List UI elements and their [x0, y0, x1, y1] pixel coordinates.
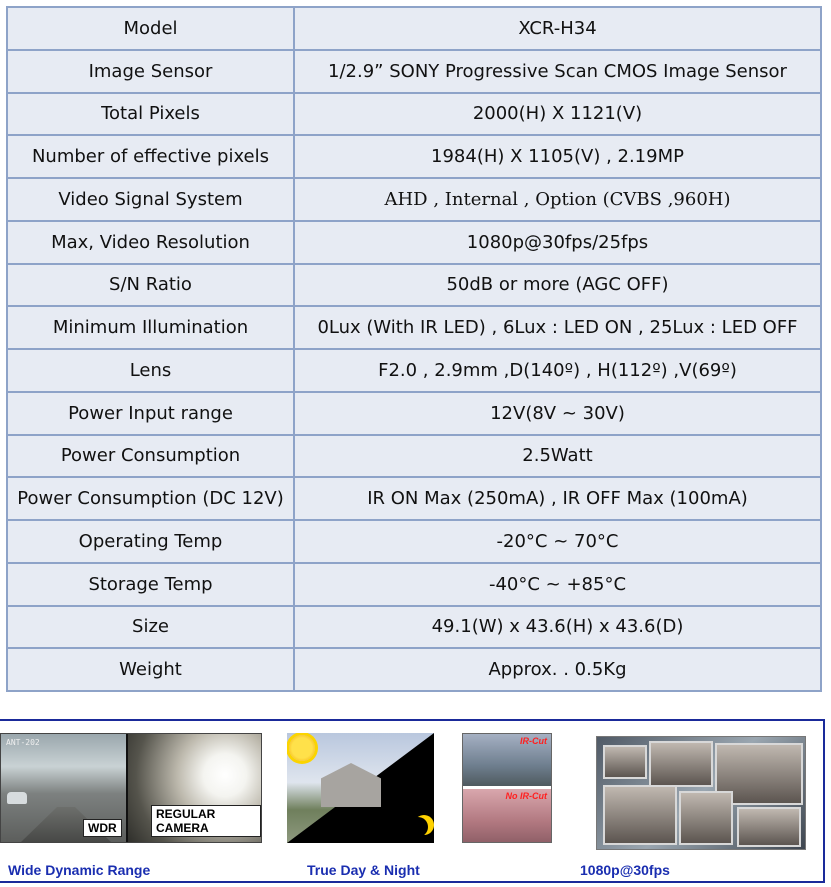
spec-label-image-sensor: Image Sensor [7, 50, 294, 93]
wdr-caption: Wide Dynamic Range [8, 862, 151, 878]
spec-value-operating-temp: -20°C ~ 70°C [294, 520, 821, 563]
table-row [7, 93, 821, 136]
table-row [7, 606, 821, 649]
video-tile [603, 785, 677, 845]
spec-value-min-illumination: 0Lux (With IR LED) , 6Lux : LED ON , 25Lux : LED OFF [294, 306, 821, 349]
spec-label-effective-pixels: Number of effective pixels [7, 135, 294, 178]
video-tile [679, 791, 733, 845]
spec-label-weight: Weight [7, 648, 294, 691]
sun-icon [289, 735, 315, 761]
spec-value-sn-ratio: 50dB or more (AGC OFF) [294, 264, 821, 307]
table-row [7, 264, 821, 307]
spec-value-total-pixels: 2000(H) X 1121(V) [294, 93, 821, 136]
video-tile [603, 745, 647, 779]
spec-label-power-consumption: Power Consumption [7, 435, 294, 478]
spec-value-effective-pixels: 1984(H) X 1105(V) , 2.19MP [294, 135, 821, 178]
wdr-tag: WDR [83, 819, 122, 837]
spec-value-power-consumption-dc: IR ON Max (250mA) , IR OFF Max (100mA) [294, 477, 821, 520]
video-tile [649, 741, 713, 787]
spec-value-size: 49.1(W) x 43.6(H) x 43.6(D) [294, 606, 821, 649]
hd-caption: 1080p@30fps [580, 862, 670, 878]
spec-label-min-illumination: Minimum Illumination [7, 306, 294, 349]
spec-value-storage-temp: -40°C ~ +85°C [294, 563, 821, 606]
spec-label-max-resolution: Max, Video Resolution [7, 221, 294, 264]
table-row [7, 50, 821, 93]
spec-label-size: Size [7, 606, 294, 649]
image-divider [126, 734, 128, 842]
spec-label-sn-ratio: S/N Ratio [7, 264, 294, 307]
table-row [7, 221, 821, 264]
spec-value-image-sensor: 1/2.9” SONY Progressive Scan CMOS Image Sensor [294, 50, 821, 93]
car-shape [7, 792, 27, 804]
table-row [7, 178, 821, 221]
table-row [7, 306, 821, 349]
spec-label-storage-temp: Storage Temp [7, 563, 294, 606]
hd-sample-image [596, 736, 806, 850]
day-night-caption: True Day & Night [307, 862, 420, 878]
table-row [7, 477, 821, 520]
table-row [7, 392, 821, 435]
camera-stamp: ANT-202 [6, 738, 40, 747]
spec-value-max-resolution: 1080p@30fps/25fps [294, 221, 821, 264]
regular-camera-tag: REGULAR CAMERA [151, 805, 261, 837]
spec-label-power-consumption-dc: Power Consumption (DC 12V) [7, 477, 294, 520]
no-ir-cut-label: No IR-Cut [505, 791, 547, 801]
feature-panel [0, 719, 825, 883]
spec-value-video-signal: AHD , Internal , Option (CVBS ,960H) [294, 178, 821, 221]
table-row [7, 563, 821, 606]
spec-value-power-consumption: 2.5Watt [294, 435, 821, 478]
spec-value-model: XCR-H34 [294, 7, 821, 50]
moon-icon [408, 817, 428, 837]
ir-cut-image [462, 733, 552, 843]
spec-label-lens: Lens [7, 349, 294, 392]
table-row [7, 135, 821, 178]
video-tile [737, 807, 801, 847]
spec-value-power-input: 12V(8V ~ 30V) [294, 392, 821, 435]
spec-label-video-signal: Video Signal System [7, 178, 294, 221]
wdr-comparison-image [0, 733, 262, 843]
spec-table [6, 6, 822, 692]
table-row [7, 435, 821, 478]
spec-value-lens: F2.0 , 2.9mm ,D(140º) , H(112º) ,V(69º) [294, 349, 821, 392]
spec-label-model: Model [7, 7, 294, 50]
spec-label-total-pixels: Total Pixels [7, 93, 294, 136]
spec-value-weight: Approx. . 0.5Kg [294, 648, 821, 691]
spec-label-operating-temp: Operating Temp [7, 520, 294, 563]
table-row [7, 520, 821, 563]
ir-cut-label: IR-Cut [520, 736, 547, 746]
table-row [7, 648, 821, 691]
spec-label-power-input: Power Input range [7, 392, 294, 435]
table-row [7, 7, 821, 50]
day-night-image [287, 733, 434, 843]
table-row [7, 349, 821, 392]
